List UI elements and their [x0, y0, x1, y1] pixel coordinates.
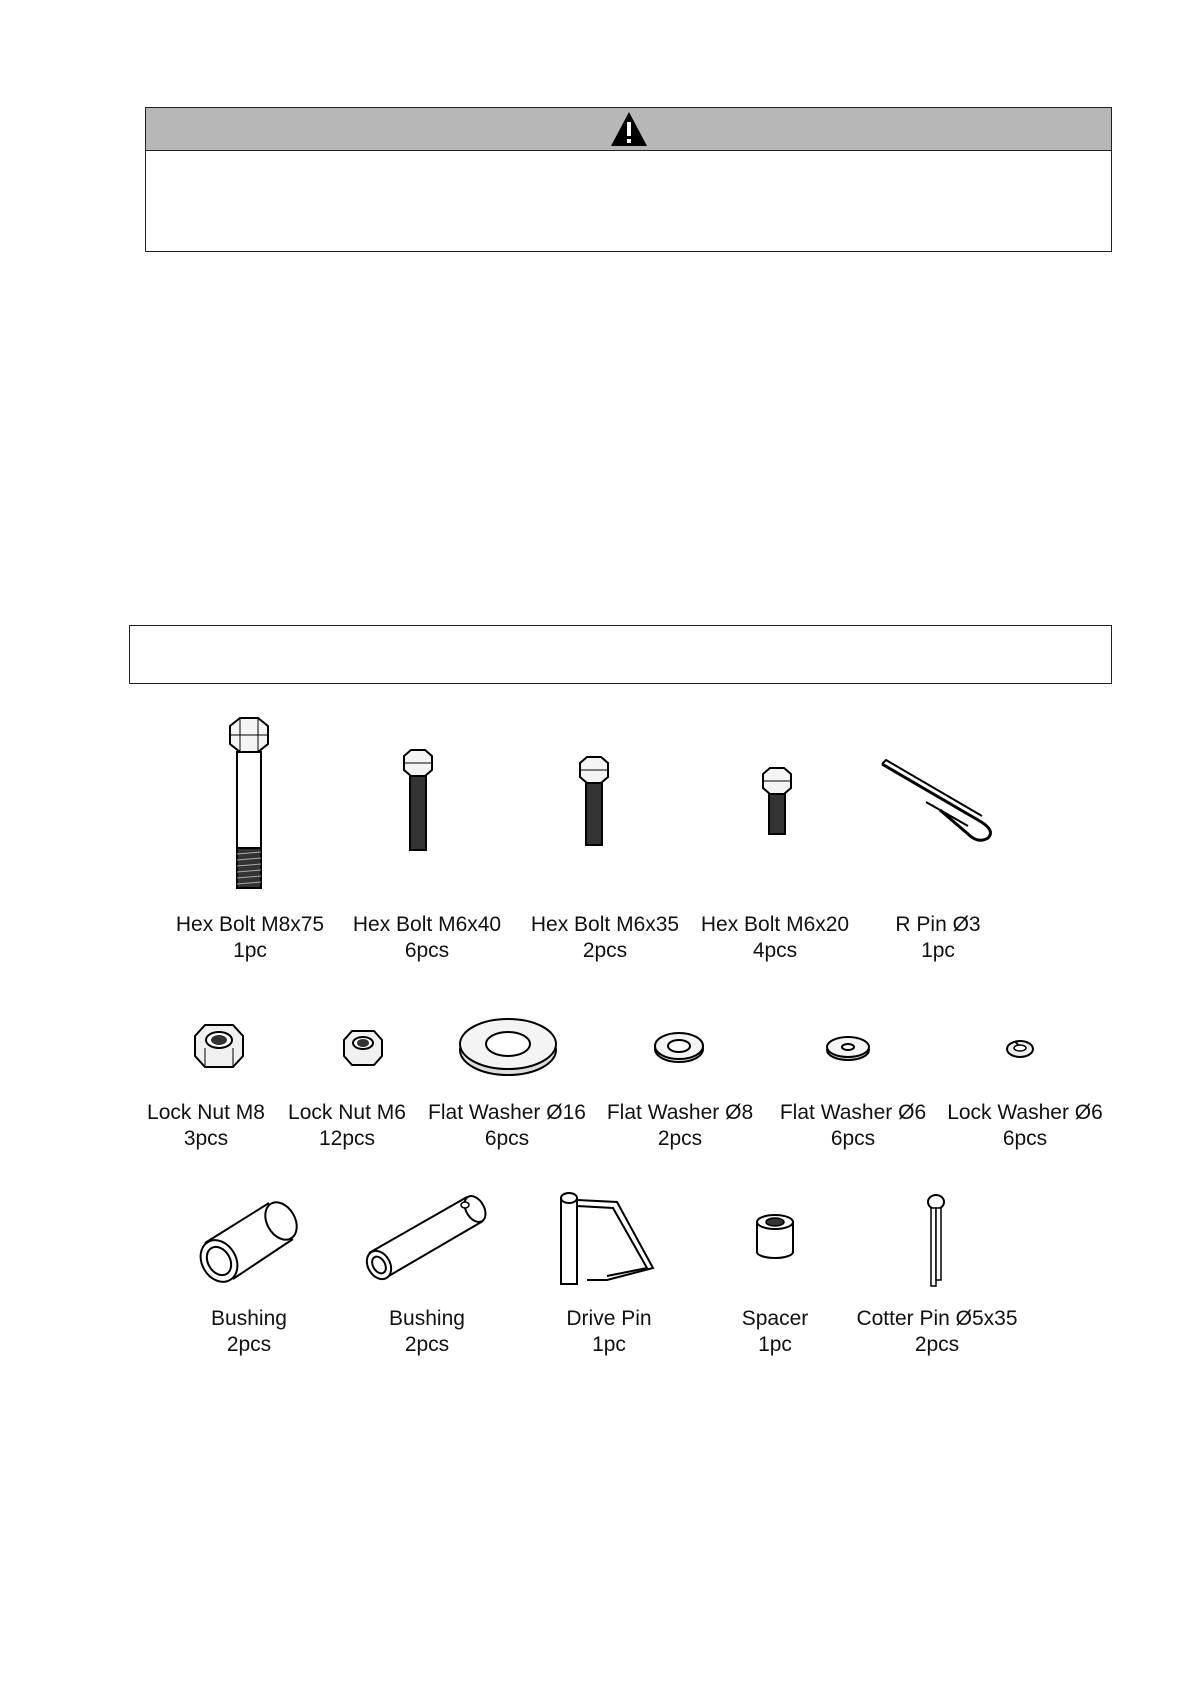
part-qty: 6pcs [1002, 1127, 1048, 1150]
part-label [768, 1100, 938, 1152]
bushing-icon [199, 1199, 299, 1285]
flat-washer-icon [457, 1012, 559, 1078]
part-name: Bushing [211, 1307, 287, 1330]
part-name: Drive Pin [566, 1307, 652, 1330]
r-pin-icon [878, 758, 1002, 844]
drive-pin-icon [557, 1188, 657, 1286]
part-label [342, 912, 512, 964]
part-label [690, 912, 860, 964]
part-label [520, 912, 690, 964]
part-name: Lock Washer Ø6 [947, 1101, 1103, 1124]
part-name: Hex Bolt M6x35 [530, 913, 680, 936]
part-name: Hex Bolt M6x20 [700, 913, 850, 936]
part-qty: 12pcs [318, 1127, 376, 1150]
part-name: Hex Bolt M8x75 [175, 913, 325, 936]
hex-bolt-icon [577, 755, 611, 847]
part-qty: 1pc [233, 939, 267, 962]
part-qty: 6pcs [404, 939, 450, 962]
part-label [853, 912, 1023, 964]
hex-bolt-icon [760, 766, 794, 836]
part-name: R Pin Ø3 [895, 913, 981, 936]
part-qty: 2pcs [226, 1333, 272, 1356]
warning-box [145, 107, 1112, 252]
lock-nut-icon [341, 1029, 385, 1067]
part-name: Flat Washer Ø8 [606, 1101, 754, 1124]
part-label [524, 1306, 694, 1358]
lock-washer-icon [1005, 1037, 1035, 1059]
part-name: Cotter Pin Ø5x35 [856, 1307, 1018, 1330]
spacer-icon [754, 1212, 796, 1260]
part-label [940, 1100, 1110, 1152]
part-qty: 6pcs [484, 1127, 530, 1150]
part-qty: 2pcs [582, 939, 628, 962]
part-name: Bushing [389, 1307, 465, 1330]
part-name: Hex Bolt M6x40 [352, 913, 502, 936]
part-qty: 1pc [921, 939, 955, 962]
bushing-with-hole-icon [363, 1193, 489, 1283]
hex-bolt-icon [401, 748, 435, 852]
part-qty: 2pcs [404, 1333, 450, 1356]
part-label [690, 1306, 860, 1358]
part-name: Flat Washer Ø6 [779, 1101, 927, 1124]
part-label [422, 1100, 592, 1152]
flat-washer-icon [653, 1030, 705, 1064]
part-label [595, 1100, 765, 1152]
part-name: Lock Nut M6 [288, 1101, 406, 1124]
part-label [342, 1306, 512, 1358]
part-label [165, 912, 335, 964]
warning-triangle-icon [610, 111, 648, 147]
part-name: Flat Washer Ø16 [428, 1101, 586, 1124]
part-qty: 1pc [758, 1333, 792, 1356]
warning-header [146, 108, 1111, 151]
part-qty: 6pcs [830, 1127, 876, 1150]
flat-washer-icon [825, 1034, 871, 1062]
part-name: Spacer [741, 1307, 809, 1330]
part-label [164, 1306, 334, 1358]
part-label [262, 1100, 432, 1152]
part-qty: 2pcs [914, 1333, 960, 1356]
hex-bolt-icon [226, 716, 272, 890]
cotter-pin-icon [924, 1193, 948, 1287]
part-label [852, 1306, 1022, 1358]
part-name: Lock Nut M8 [147, 1101, 265, 1124]
part-qty: 3pcs [183, 1127, 229, 1150]
hardware-list-header-box [129, 625, 1112, 684]
part-qty: 1pc [592, 1333, 626, 1356]
part-qty: 4pcs [752, 939, 798, 962]
part-qty: 2pcs [657, 1127, 703, 1150]
lock-nut-icon [191, 1022, 247, 1070]
